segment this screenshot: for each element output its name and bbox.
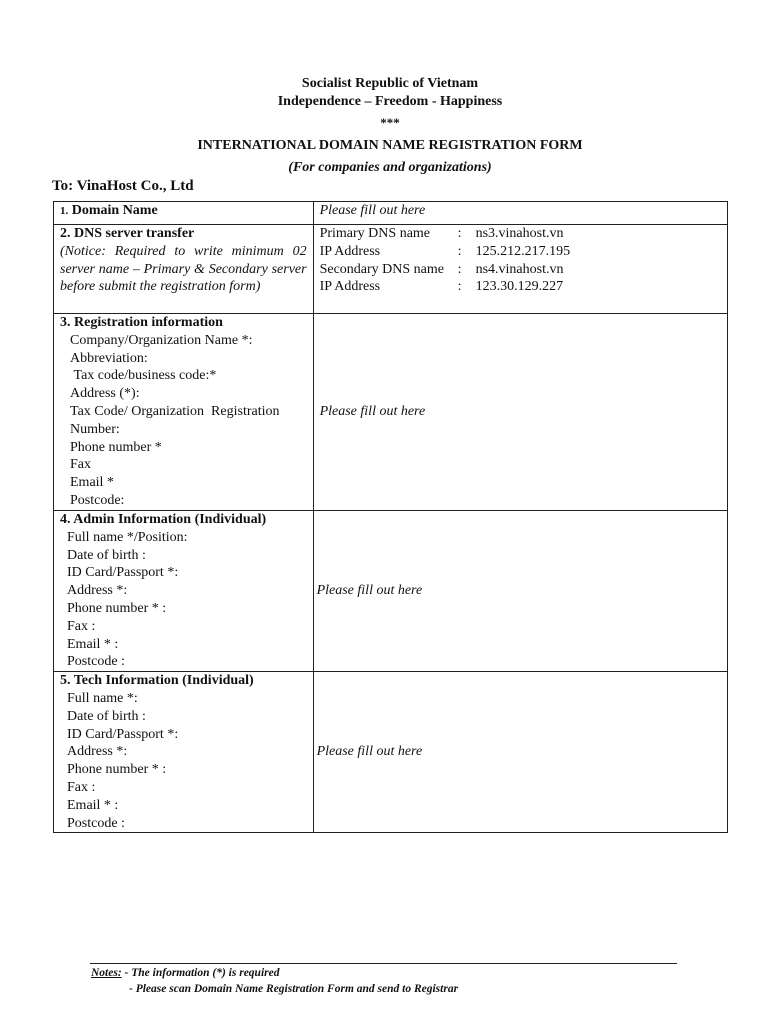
domain-name-label: Domain Name [71, 203, 158, 218]
field-label: Email * : [67, 797, 119, 813]
dns-row-sep: : [457, 243, 462, 259]
dns-row-value: ns4.vinahost.vn [475, 261, 564, 277]
dns-row-value: 123.30.129.227 [475, 279, 564, 295]
dns-row-value: 125.212.217.195 [475, 243, 571, 259]
field-label: Abbreviation: [70, 350, 148, 366]
dns-row-sep: : [457, 279, 462, 295]
registration-fields [60, 332, 307, 510]
field-label: Postcode : [67, 815, 125, 831]
tech-fields [60, 690, 307, 832]
dns-notice: (Notice: Required to write minimum 02 server name – Primary & Secondary server before submit the registration form) [60, 243, 307, 295]
field-label: Address (*): [70, 386, 140, 402]
notes [91, 965, 458, 997]
field-label: ID Card/Passport *: [67, 565, 179, 581]
tech-label: 5. Tech Information (Individual) [60, 673, 254, 689]
dns-row-sep: : [457, 226, 462, 241]
header-stars: *** [380, 115, 400, 130]
field-label: Fax : [67, 779, 96, 795]
field-label: Fax : [67, 618, 96, 634]
field-label: Phone number * : [67, 762, 167, 778]
registration-placeholder: Please fill out here [319, 404, 426, 420]
dns-row-label: Primary DNS name [319, 226, 431, 241]
field-label: Date of birth : [67, 708, 146, 724]
field-label: Address *: [67, 583, 128, 599]
row-registration-info [54, 314, 728, 511]
tech-field[interactable] [313, 672, 727, 833]
section-number: 1. [60, 205, 69, 217]
notes-line-1: - The information (*) is required [124, 967, 280, 979]
field-label: Email * [70, 475, 114, 491]
dns-field[interactable] [313, 225, 727, 314]
field-label: Postcode: [70, 492, 125, 508]
dns-label-cell [54, 225, 314, 314]
dns-row-label: Secondary DNS name [319, 261, 444, 277]
dns-row-label: IP Address [319, 279, 381, 295]
form-title: INTERNATIONAL DOMAIN NAME REGISTRATION FORM [197, 138, 583, 153]
dns-row-sep: : [457, 261, 462, 277]
admin-label: 4. Admin Information (Individual) [60, 512, 267, 527]
admin-field[interactable] [313, 511, 727, 672]
field-label: Full name */Position: [67, 529, 188, 545]
tech-placeholder: Please fill out here [316, 744, 423, 760]
dns-list [320, 225, 721, 296]
admin-label-cell [54, 511, 314, 672]
field-label: Address *: [67, 744, 128, 760]
field-label: Phone number * : [67, 600, 167, 616]
field-label: Company/Organization Name *: [70, 332, 253, 348]
header-country: Socialist Republic of Vietnam [301, 76, 479, 91]
registration-label-cell [54, 314, 314, 511]
recipient: To: VinaHost Co., Ltd [52, 178, 194, 194]
dns-label: 2. DNS server transfer [60, 226, 195, 241]
registration-field[interactable] [313, 314, 727, 511]
field-label: Date of birth : [67, 547, 146, 563]
domain-name-field[interactable] [313, 202, 727, 225]
notes-line-2: - Please scan Domain Name Registration Form and send to Registrar [129, 983, 459, 995]
row-domain-name [54, 202, 728, 225]
row-admin-info [54, 511, 728, 672]
registration-label: 3. Registration information [60, 315, 223, 330]
notes-divider [90, 963, 677, 964]
tech-label-cell [54, 672, 314, 833]
field-label: Tax Code/ Organization Registration Number: [70, 403, 283, 437]
header-motto: Independence – Freedom - Happiness [277, 94, 503, 109]
row-dns-transfer [54, 225, 728, 314]
form-subtitle: (For companies and organizations) [288, 160, 492, 175]
registration-table [53, 201, 728, 833]
field-label: Fax [70, 457, 91, 473]
field-label: Phone number * [70, 439, 162, 455]
field-label: Tax code/business code:* [70, 368, 217, 384]
row-tech-info [54, 672, 728, 833]
dns-row-label: IP Address [319, 243, 381, 259]
admin-fields [60, 529, 307, 671]
field-label: Email * : [67, 636, 119, 652]
domain-name-placeholder: Please fill out here [319, 203, 426, 218]
field-label: Full name *: [67, 690, 138, 706]
notes-label: Notes: [91, 967, 122, 979]
dns-row-value: ns3.vinahost.vn [475, 226, 564, 241]
admin-placeholder: Please fill out here [316, 583, 423, 599]
field-label: ID Card/Passport *: [67, 726, 179, 742]
domain-name-label-cell [54, 202, 314, 225]
field-label: Postcode : [67, 654, 125, 670]
